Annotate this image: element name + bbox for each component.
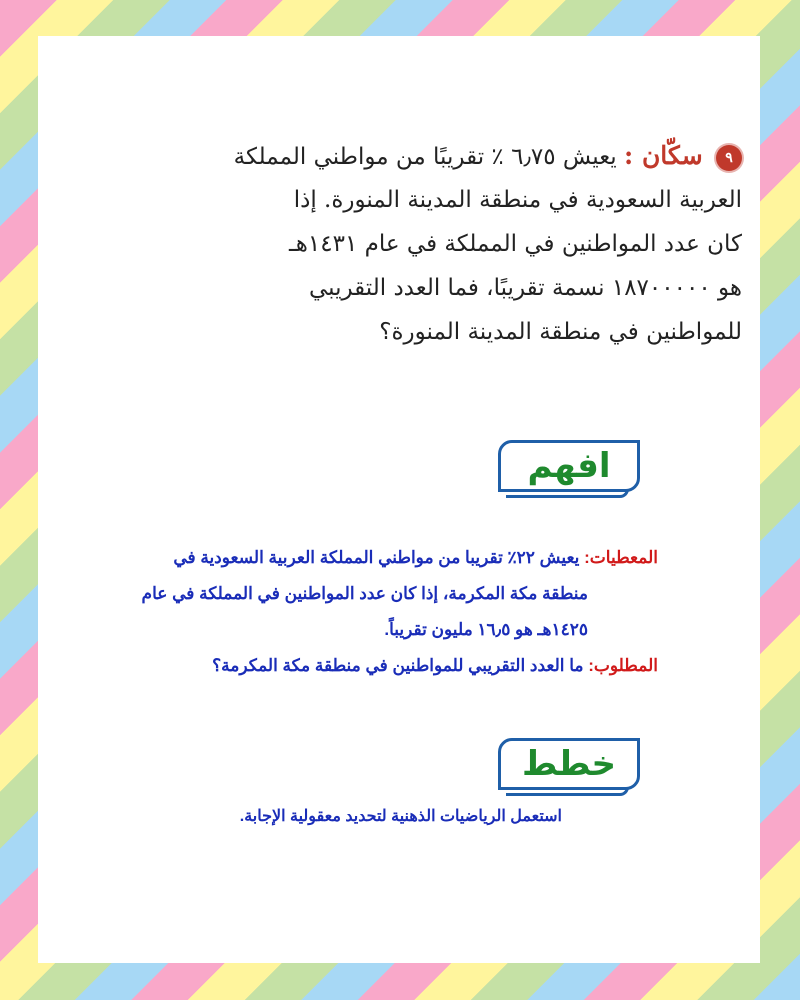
given-text-3: ١٤٢٥هـ هو ١٦٫٥ مليون تقريباً.	[384, 620, 588, 639]
understand-heading	[498, 440, 640, 492]
problem-text-3: كان عدد المواطنين في المملكة في عام ١٤٣١هـ	[289, 231, 742, 257]
given-label: المعطيات:	[584, 548, 658, 567]
problem-text-1: يعيش ٦٫٧٥ ٪ تقريبًا من مواطني المملكة	[233, 144, 617, 170]
problem-text-2: العربية السعودية في منطقة المدينة المنورة. إذا	[293, 187, 742, 213]
given-block	[68, 540, 658, 684]
plan-heading	[498, 738, 640, 790]
given-line-1	[68, 540, 658, 576]
required-label: المطلوب:	[588, 656, 658, 675]
problem-topic: سكّان :	[624, 141, 703, 170]
problem-text-4: هو ١٨٧٠٠٠٠٠ نسمة تقريبًا، فما العدد التقريبي	[308, 275, 742, 301]
understand-title: افهم	[527, 446, 611, 486]
plan-title: خطط	[521, 744, 617, 784]
given-text-1: يعيش ٢٢٪ تقريبا من مواطني المملكة العربية السعودية في	[173, 548, 580, 567]
required-line	[68, 648, 658, 684]
problem-text-5: للمواطنين في منطقة المدينة المنورة؟	[379, 319, 742, 345]
problem-statement	[182, 134, 742, 354]
given-text-2: منطقة مكة المكرمة، إذا كان عدد المواطنين في المملكة في عام	[141, 584, 588, 603]
plan-text: استعمل الرياضيات الذهنية لتحديد معقولية الإجابة.	[239, 808, 562, 825]
problem-line-1	[182, 134, 742, 178]
problem-number-badge: ٩	[716, 145, 742, 171]
required-text: ما العدد التقريبي للمواطنين في منطقة مكة المكرمة؟	[212, 656, 584, 675]
